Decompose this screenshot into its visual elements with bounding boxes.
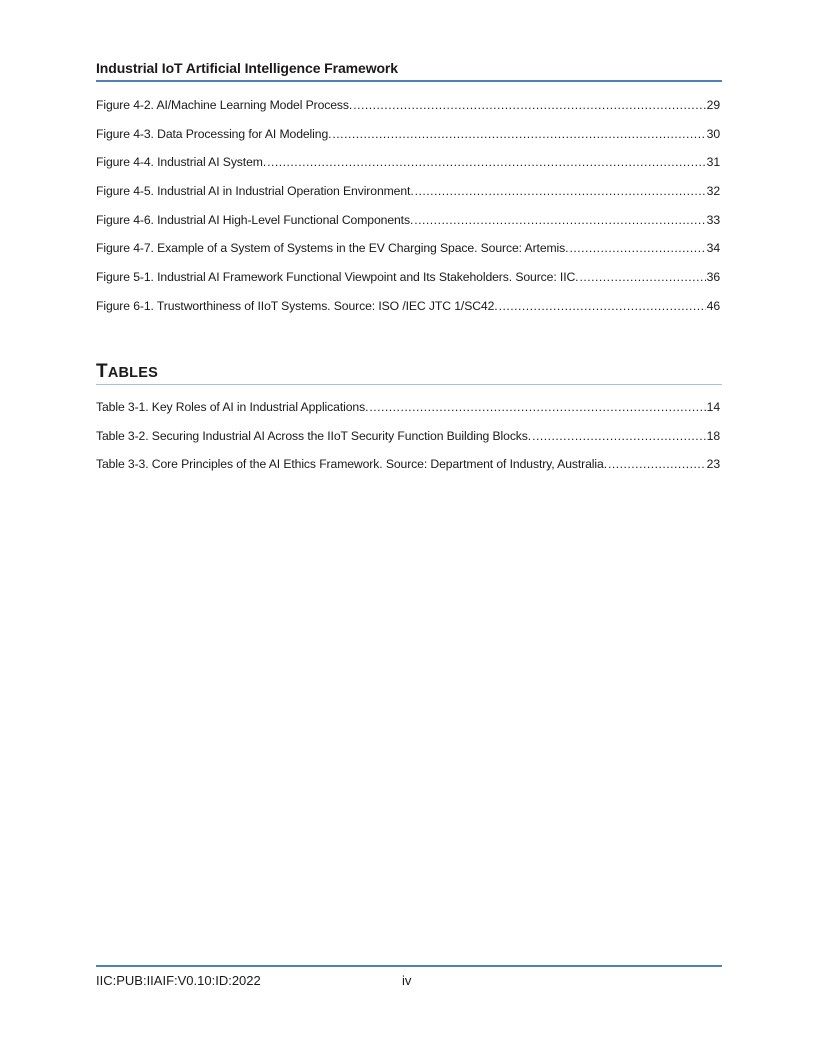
toc-entry-figure-4-2[interactable] xyxy=(96,96,720,125)
toc-entry-label: Figure 4-4. Industrial AI System. xyxy=(96,155,267,170)
toc-entry-figure-5-1[interactable] xyxy=(96,268,720,297)
toc-entry-page: 31 xyxy=(706,155,720,170)
figures-list xyxy=(96,96,720,326)
toc-entry-label: Figure 5-1. Industrial AI Framework Functional Viewpoint and Its Stakeholders. Source: IIC. xyxy=(96,270,579,285)
dot-leader xyxy=(532,427,706,445)
toc-entry-label: Figure 4-2. AI/Machine Learning Model Process. xyxy=(96,98,353,112)
toc-entry-page: 33 xyxy=(706,212,720,227)
dot-leader xyxy=(353,96,705,114)
toc-entry-label: Figure 4-7. Example of a System of Systems in the EV Charging Space. Source: Artemis. xyxy=(96,241,569,256)
dot-leader xyxy=(369,398,705,416)
toc-entry-page: 18 xyxy=(706,428,720,443)
dot-leader xyxy=(608,455,706,473)
dot-leader xyxy=(499,297,706,315)
toc-entry-figure-6-1[interactable] xyxy=(96,297,720,326)
toc-entry-page: 14 xyxy=(706,400,720,414)
dot-leader xyxy=(332,125,705,143)
toc-entry-figure-4-4[interactable] xyxy=(96,153,720,182)
toc-entry-page: 23 xyxy=(706,457,720,472)
toc-entry-table-3-2[interactable] xyxy=(96,427,720,456)
toc-entry-table-3-3[interactable] xyxy=(96,455,720,484)
dot-leader xyxy=(579,268,705,286)
toc-entry-label: Figure 4-5. Industrial AI in Industrial Operation Environment. xyxy=(96,184,414,199)
dot-leader xyxy=(569,239,705,257)
toc-entry-page: 30 xyxy=(706,126,720,141)
dot-leader xyxy=(414,211,705,229)
toc-entry-figure-4-7[interactable] xyxy=(96,239,720,268)
toc-entry-page: 29 xyxy=(706,98,720,112)
document-title: Industrial IoT Artificial Intelligence Framework xyxy=(96,60,398,76)
toc-entry-label: Table 3-1. Key Roles of AI in Industrial Applications. xyxy=(96,400,369,414)
tables-list xyxy=(96,398,720,484)
toc-entry-page: 34 xyxy=(706,241,720,256)
tables-section-heading xyxy=(96,362,722,385)
toc-entry-label: Figure 4-3. Data Processing for AI Modeling. xyxy=(96,126,332,141)
page-number: iv xyxy=(402,973,412,988)
toc-entry-page: 32 xyxy=(706,184,720,199)
toc-entry-figure-4-5[interactable] xyxy=(96,182,720,211)
toc-entry-label: Table 3-3. Core Principles of the AI Ethics Framework. Source: Department of Industry, Australia. xyxy=(96,457,607,472)
toc-entry-page: 46 xyxy=(706,298,720,313)
toc-entry-page: 36 xyxy=(706,270,720,285)
toc-entry-label: Table 3-2. Securing Industrial AI Across the IIoT Security Function Building Blocks. xyxy=(96,428,532,443)
page-header xyxy=(96,59,722,82)
document-id: IIC:PUB:IIAIF:V0.10:ID:2022 xyxy=(96,973,261,988)
dot-leader xyxy=(267,153,706,171)
toc-entry-label: Figure 4-6. Industrial AI High-Level Functional Components. xyxy=(96,212,414,227)
toc-entry-figure-4-6[interactable] xyxy=(96,211,720,240)
dot-leader xyxy=(415,182,706,200)
toc-entry-label: Figure 6-1. Trustworthiness of IIoT Systems. Source: ISO /IEC JTC 1/SC42. xyxy=(96,298,498,313)
heading-rest: ABLES xyxy=(107,365,158,381)
heading-initial: T xyxy=(96,361,108,382)
toc-entry-figure-4-3[interactable] xyxy=(96,125,720,154)
page-footer xyxy=(96,965,722,991)
toc-entry-table-3-1[interactable] xyxy=(96,398,720,427)
